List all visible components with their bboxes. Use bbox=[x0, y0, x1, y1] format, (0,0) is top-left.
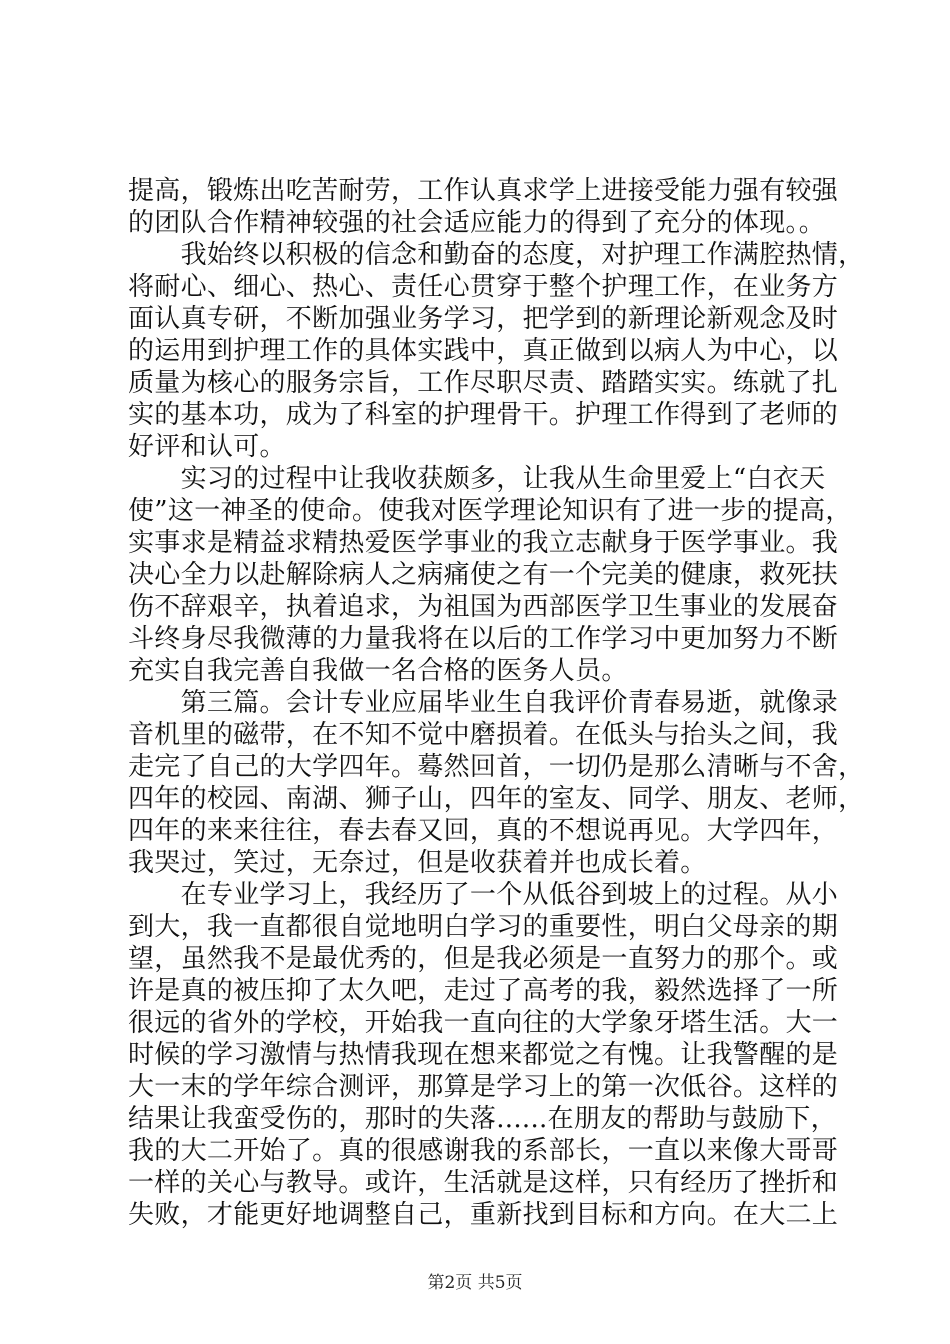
text-line: 很远的省外的学校，开始我一直向往的大学象牙塔生活。大一 bbox=[128, 1008, 839, 1038]
text-line: 将耐心、细心、热心、责任心贯穿于整个护理工作，在业务方 bbox=[128, 272, 839, 302]
text-line: 结果让我蛮受伤的，那时的失落......在朋友的帮助与鼓励下， bbox=[128, 1104, 837, 1134]
text-line: 实的基本功，成为了科室的护理骨干。护理工作得到了老师的 bbox=[128, 400, 839, 430]
text-line: 我的大二开始了。真的很感谢我的系部长，一直以来像大哥哥 bbox=[128, 1136, 839, 1166]
text-line: 质量为核心的服务宗旨，工作尽职尽责、踏踏实实。练就了扎 bbox=[128, 368, 839, 398]
text-line: 充实自我完善自我做一名合格的医务人员。 bbox=[128, 656, 628, 686]
text-line: 好评和认可。 bbox=[128, 432, 286, 462]
text-line: 的团队合作精神较强的社会适应能力的得到了充分的体现。。 bbox=[128, 208, 826, 238]
text-line: 失败，才能更好地调整自己，重新找到目标和方向。在大二上 bbox=[128, 1200, 839, 1230]
text-line: 第三篇。会计专业应届毕业生自我评价青春易逝，就像录 bbox=[128, 688, 839, 718]
document-body bbox=[128, 175, 865, 1231]
text-line: 大一末的学年综合测评，那算是学习上的第一次低谷。这样的 bbox=[128, 1072, 839, 1102]
text-line: 决心全力以赴解除病人之病痛使之有一个完美的健康，救死扶 bbox=[128, 560, 839, 590]
text-line: 一样的关心与教导。或许，生活就是这样，只有经历了挫折和 bbox=[128, 1168, 839, 1198]
text-line: 提高，锻炼出吃苦耐劳，工作认真求学上进接受能力强有较强 bbox=[128, 176, 839, 206]
text-line: 在专业学习上，我经历了一个从低谷到坡上的过程。从小 bbox=[128, 880, 839, 910]
text-line: 伤不辞艰辛，执着追求，为祖国为西部医学卫生事业的发展奋 bbox=[128, 592, 839, 622]
page-number-footer: 第2页 共5页 bbox=[427, 1273, 523, 1293]
text-line: 时候的学习激情与热情我现在想来都觉之有愧。让我警醒的是 bbox=[128, 1040, 839, 1070]
text-line: 我始终以积极的信念和勤奋的态度，对护理工作满腔热情， bbox=[128, 240, 865, 270]
text-line: 斗终身尽我微薄的力量我将在以后的工作学习中更加努力不断 bbox=[128, 624, 839, 654]
text-line: 我哭过，笑过，无奈过，但是收获着并也成长着。 bbox=[128, 848, 707, 878]
text-line: 走完了自己的大学四年。蓦然回首，一切仍是那么清晰与不舍， bbox=[128, 752, 865, 782]
text-line: 四年的来来往往，春去春又回，真的不想说再见。大学四年， bbox=[128, 816, 839, 846]
text-line: 四年的校园、南湖、狮子山，四年的室友、同学、朋友、老师， bbox=[128, 784, 865, 814]
text-line: 望，虽然我不是最优秀的，但是我必须是一直努力的那个。或 bbox=[128, 944, 839, 974]
text-line: 的运用到护理工作的具体实践中，真正做到以病人为中心，以 bbox=[128, 336, 839, 366]
text-line: 许是真的被压抑了太久吧，走过了高考的我，毅然选择了一所 bbox=[128, 976, 839, 1006]
text-line: 实事求是精益求精热爱医学事业的我立志献身于医学事业。我 bbox=[128, 528, 839, 558]
text-line: 使”这一神圣的使命。使我对医学理论知识有了进一步的提高， bbox=[128, 496, 852, 526]
text-line: 到大，我一直都很自觉地明白学习的重要性，明白父母亲的期 bbox=[128, 912, 839, 942]
text-line: 实习的过程中让我收获颇多，让我从生命里爱上“白衣天 bbox=[128, 464, 826, 494]
text-line: 音机里的磁带，在不知不觉中磨损着。在低头与抬头之间，我 bbox=[128, 720, 839, 750]
text-line: 面认真专研，不断加强业务学习，把学到的新理论新观念及时 bbox=[128, 304, 839, 334]
